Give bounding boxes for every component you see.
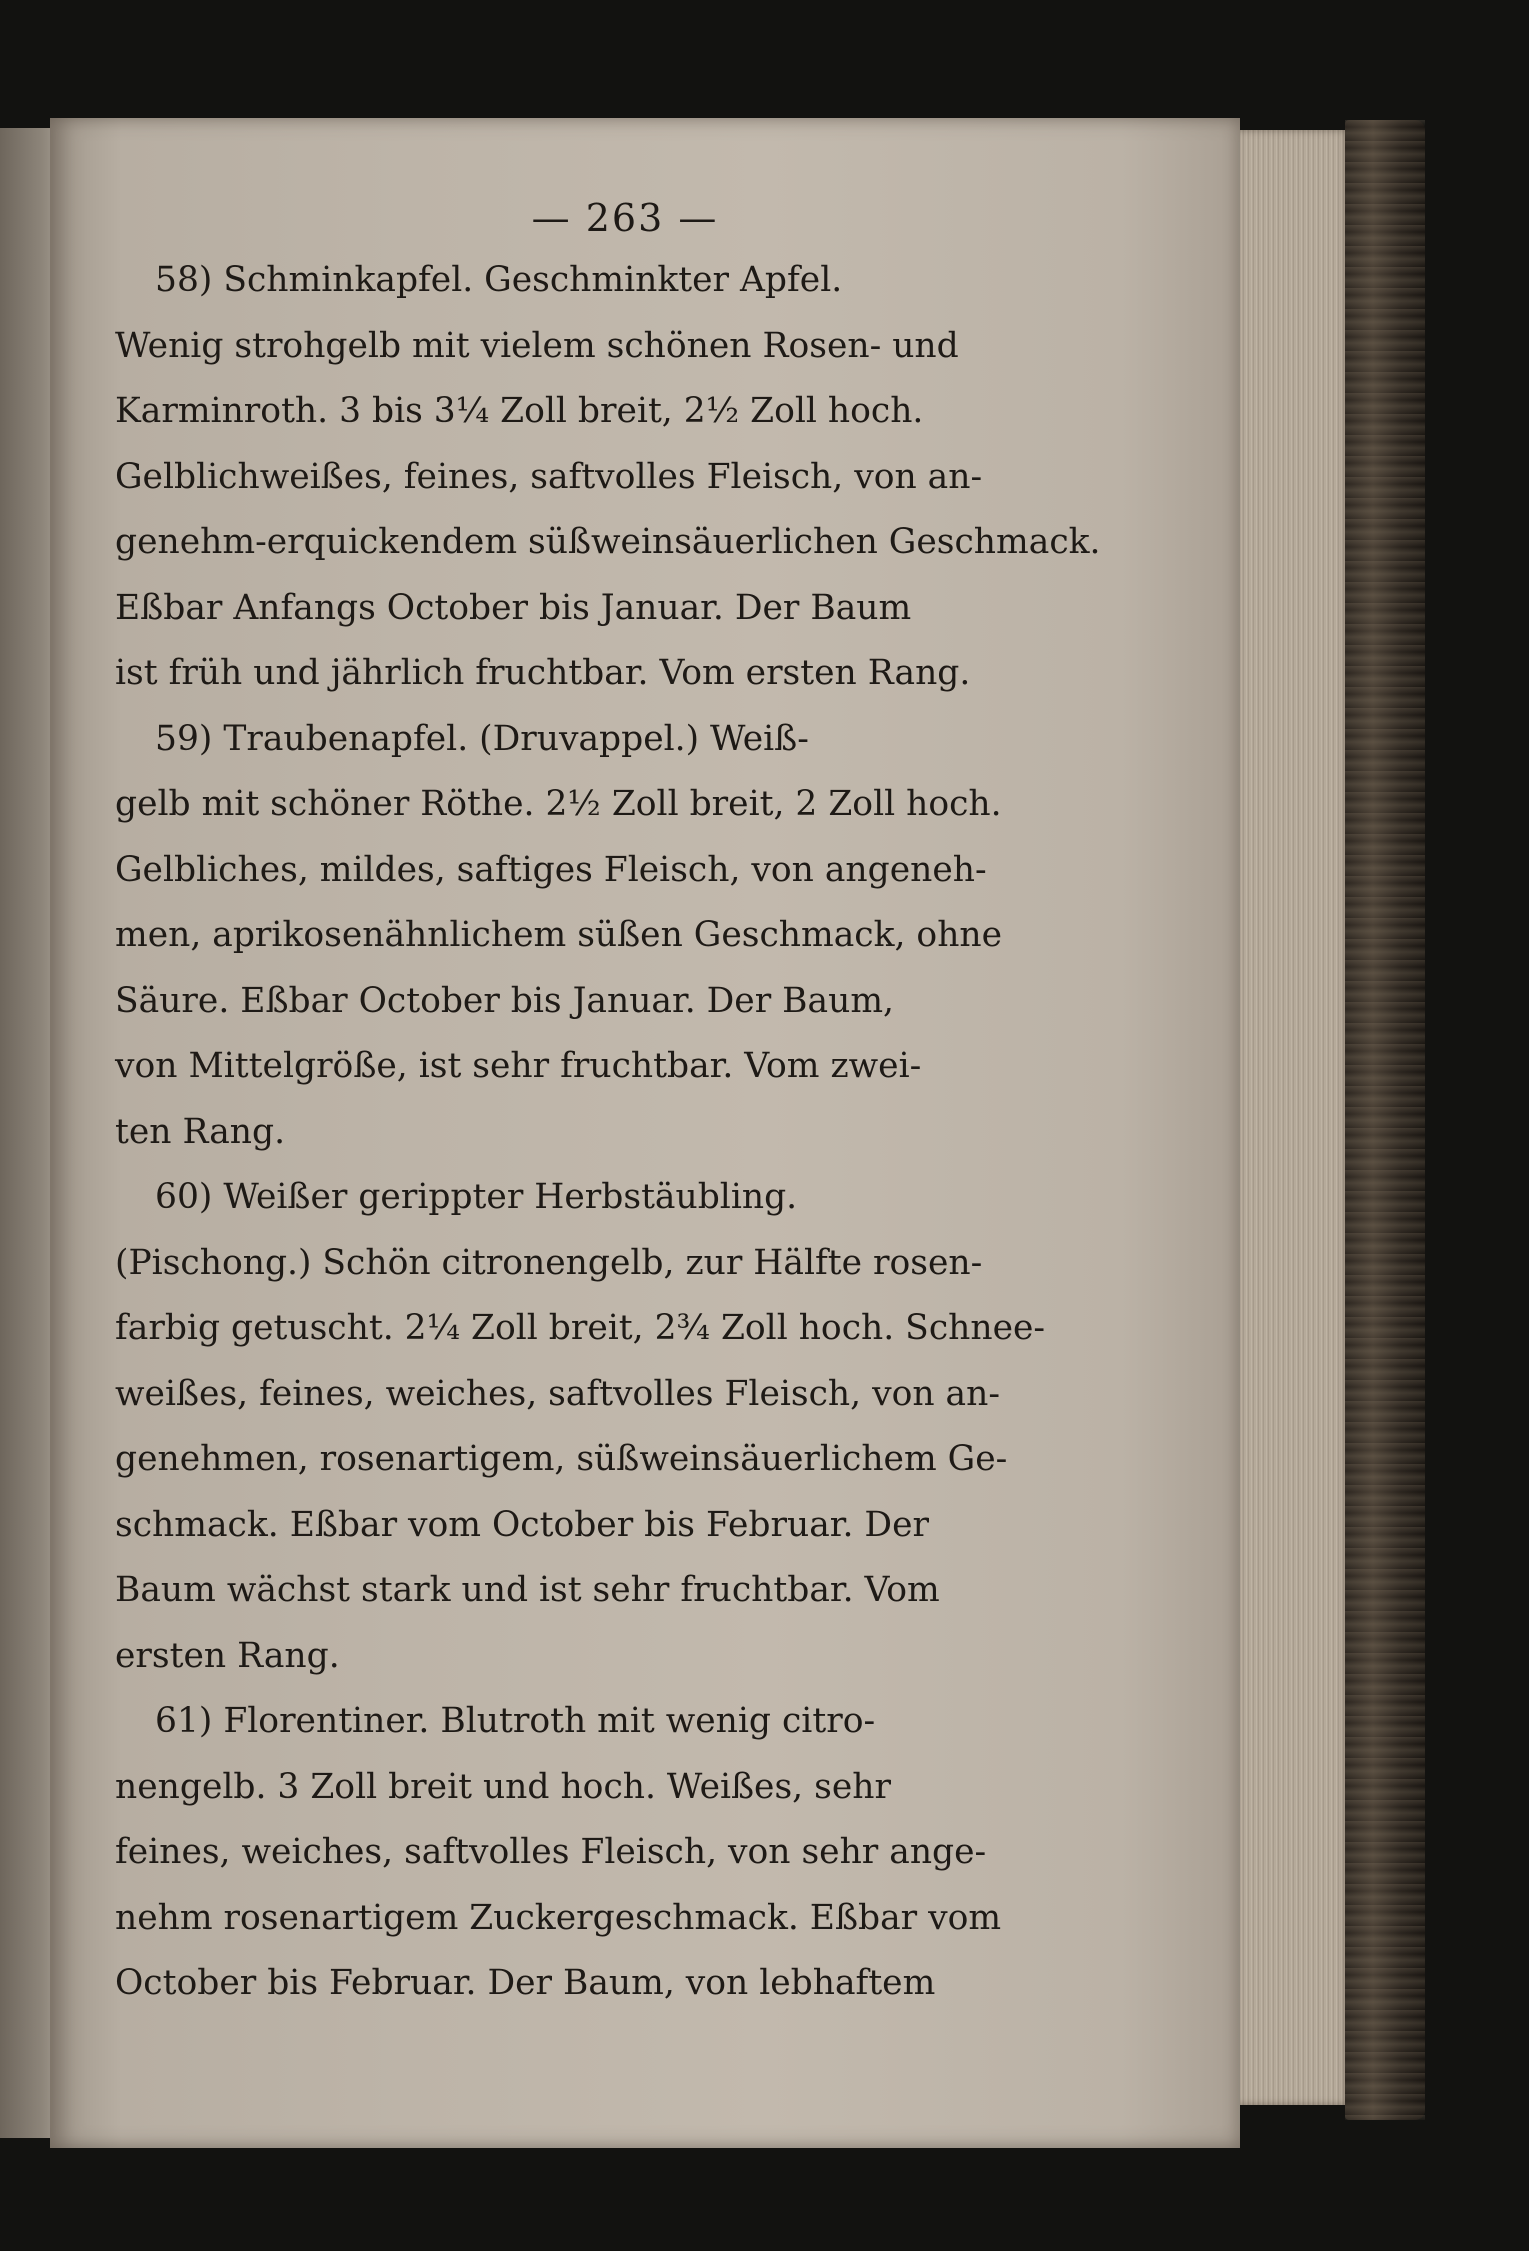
text-line: October bis Februar. Der Baum, von lebhaftem [115,1963,936,2003]
text-line: genehmen, rosenartigem, süßweinsäuerlichem Ge- [115,1439,1008,1479]
text-line: genehm-erquickendem süßweinsäuerlichen Geschmack. [115,522,1101,562]
page-number: — 263 — [531,196,719,240]
text-line: gelb mit schöner Röthe. 2½ Zoll breit, 2 Zoll hoch. [115,784,1002,824]
text-line: Baum wächst stark und ist sehr fruchtbar. Vom [115,1570,940,1610]
text-line: feines, weiches, saftvolles Fleisch, von sehr ange- [115,1832,987,1872]
text-line: 58) Schminkapfel. Geschminkter Apfel. [155,260,843,300]
text-line: weißes, feines, weiches, saftvolles Fleisch, von an- [115,1373,1000,1414]
page-edges [1240,130,1350,2105]
text-line: (Pischong.) Schön citronengelb, zur Hälfte rosen- [115,1242,983,1283]
text-line: Karminroth. 3 bis 3¼ Zoll breit, 2½ Zoll hoch. [115,391,924,431]
text-line: Gelblichweißes, feines, saftvolles Fleisch, von an- [115,456,983,497]
text-line: 59) Traubenapfel. (Druvappel.) Weiß- [155,718,809,759]
book-cover-edge [1345,120,1425,2120]
page-text [115,188,1101,2017]
text-line: 60) Weißer gerippter Herbstäubling. [155,1177,798,1217]
text-line: 61) Florentiner. Blutroth mit wenig citro- [155,1701,876,1741]
text-line: Wenig strohgelb mit vielem schönen Rosen- und [115,325,959,366]
text-line: men, aprikosenähnlichem süßen Geschmack, ohne [115,915,1003,955]
text-line: farbig getuscht. 2¼ Zoll breit, 2¾ Zoll hoch. Schnee- [115,1308,1046,1348]
text-line: Eßbar Anfangs October bis Januar. Der Baum [115,587,912,628]
text-line: Gelbliches, mildes, saftiges Fleisch, von angeneh- [115,849,987,890]
book-page [50,118,1240,2148]
text-line: von Mittelgröße, ist sehr fruchtbar. Vom zwei- [115,1046,922,1086]
text-line: ist früh und jährlich fruchtbar. Vom ersten Rang. [115,653,971,693]
text-line: ersten Rang. [115,1635,340,1676]
text-line: nehm rosenartigem Zuckergeschmack. Eßbar vom [115,1897,1002,1938]
text-line: schmack. Eßbar vom October bis Februar. Der [115,1504,930,1545]
text-line: nengelb. 3 Zoll breit und hoch. Weißes, sehr [115,1766,891,1807]
text-line: Säure. Eßbar October bis Januar. Der Baum, [115,980,894,1021]
text-line: ten Rang. [115,1111,286,1152]
